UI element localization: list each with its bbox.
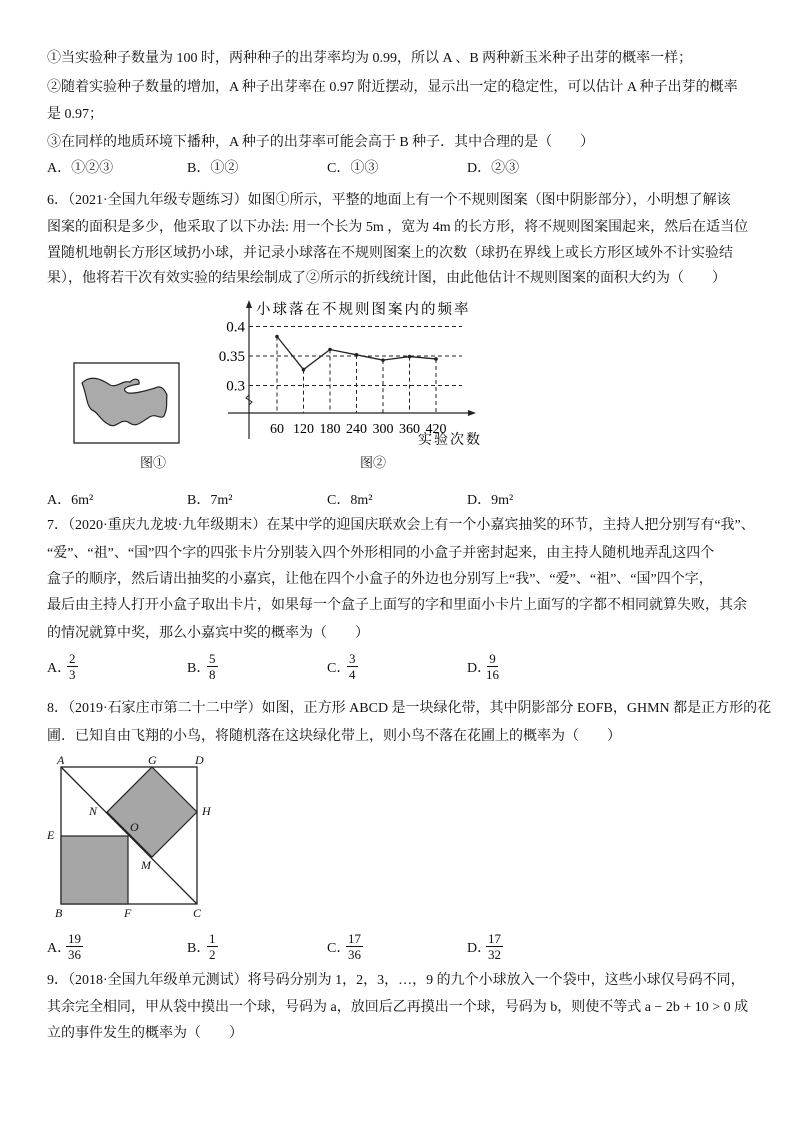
point-c: C (193, 906, 202, 920)
x-tick-label: 300 (372, 422, 394, 437)
q6-option-b: B．7m² (187, 493, 233, 508)
point-e: E (47, 828, 55, 842)
x-tick-label: 420 (425, 422, 447, 437)
q5-option-b: B．①② (187, 161, 239, 176)
chart-title: 小球落在不规则图案内的频率 (256, 302, 471, 318)
q6-option-c: C．8m² (327, 493, 373, 508)
q5-statement-2: ②随着实验种子数量的增加，A 种子出芽率在 0.97 附近摆动，显示出一定的稳定性，可以估计 A 种子出芽的概率 (47, 80, 738, 95)
q6-option-d: D．9m² (467, 493, 514, 508)
data-point (275, 335, 279, 339)
data-point (408, 355, 412, 359)
q7-text-2: “爱”、“祖”、“国”四个字的四张卡片分别装入四个外形相同的小盒子并密封起来，由主持人随机地弄乱这四个 (47, 546, 715, 561)
point-a: A (57, 753, 65, 767)
point-g: G (148, 753, 157, 767)
q5-option-a: A．①②③ (47, 161, 114, 176)
x-tick-label: 240 (346, 422, 367, 437)
q7-text-3: 盒子的顺序，然后请出抽奖的小嘉宾，让他在四个小盒子的外边也分别写上“我”、“爱”、“祖”、“国”四个字， (47, 572, 713, 587)
x-axis-label: 实验次数 (418, 433, 482, 448)
figure-1-irregular-pattern (60, 350, 200, 470)
point-d: D (195, 753, 204, 767)
q6-text-1: 6．（2021·全国九年级专题练习）如图①所示，平整的地面上有一个不规则图案（图中阴影部分），小明想了解该 (47, 193, 731, 208)
point-f: F (124, 906, 132, 920)
point-h: H (202, 804, 211, 818)
y-axis-arrow (246, 300, 252, 308)
q9-text-1: 9．（2018·全国九年级单元测试）将号码分别为 1，2，3，…，9 的九个小球放入一个袋中，这些小球仅号码不同， (47, 973, 745, 988)
figure-2-frequency-chart (200, 290, 500, 460)
q5-option-c: C．①③ (327, 161, 379, 176)
q7-text-5: 的情况就算中奖，那么小嘉宾中奖的概率为（ ） (47, 626, 369, 641)
point-b: B (55, 906, 63, 920)
q9-text-3: 立的事件发生的概率为（ ） (47, 1026, 243, 1041)
figure-square-abcd (40, 750, 220, 925)
q5-statement-2-cont: 是 0.97； (47, 107, 103, 122)
q5-statement-1: ①当实验种子数量为 100 时，两种种子的出芽率均为 0.99，所以 A 、B 两种新玉米种子出芽的概率一样； (47, 51, 693, 66)
q6-text-3: 置随机地朝长方形区域扔小球，并记录小球落在不规则图案上的次数（球扔在界线上或长方形区域外不计实验结 (47, 246, 733, 261)
square-eofb (61, 836, 128, 904)
q5-statement-3: ③在同样的地质环境下播种，A 种子的出芽率可能会高于 B 种子．其中合理的是（ ） (47, 135, 595, 150)
x-tick-label: 180 (319, 422, 341, 437)
y-tick-label: 0.3 (226, 378, 245, 395)
data-point (355, 353, 359, 357)
point-n: N (89, 804, 98, 818)
data-point (302, 368, 306, 372)
data-point (381, 358, 385, 362)
q6-text-4: 果），他将若干次有效实验的结果绘制成了②所示的折线统计图，由此他估计不规则图案的面积大约为（ ） (47, 271, 726, 286)
point-o: O (130, 820, 139, 834)
point-m: M (141, 858, 151, 872)
data-point (328, 348, 332, 352)
x-axis-arrow (468, 410, 476, 416)
q6-option-a: A．6m² (47, 493, 94, 508)
q7-text-4: 最后由主持人打开小盒子取出卡片，如果每一个盒子上面写的字和里面小卡片上面写的字都不相同就算失败，其余 (47, 598, 747, 613)
x-tick-label: 360 (399, 422, 420, 437)
figure-1-caption: 图① (140, 455, 167, 470)
q8-text-2: 圃．已知自由飞翔的小鸟，将随机落在这块绿化带上，则小鸟不落在花圃上的概率为（ ） (47, 729, 621, 744)
q8-text-1: 8．（2019·石家庄市第二十二中学）如图，正方形 ABCD 是一块绿化带，其中阴影部分 EOFB，GHMN 都是正方形的花 (47, 701, 772, 716)
x-tick-label: 60 (270, 422, 284, 437)
figure-2-caption: 图② (360, 455, 387, 470)
q6-text-2: 图案的面积是多少，他采取了以下办法: 用一个长为 5m ，宽为 4m 的长方形，将不规则图案围起来，然后在适当位 (47, 220, 749, 235)
x-tick-label: 120 (293, 422, 314, 437)
q7-text-1: 7．（2020·重庆九龙坡·九年级期末）在某中学的迎国庆联欢会上有一个小嘉宾抽奖的环节，主持人把分别写有“我”、 (47, 518, 755, 533)
y-tick-label: 0.35 (218, 349, 245, 365)
q5-option-d: D．②③ (467, 161, 520, 176)
q9-text-2: 其余完全相同，甲从袋中摸出一个球，号码为 a，放回后乙再摸出一个球，号码为 b，则使不等式 a − 2b + 10 > 0 成 (47, 1000, 749, 1015)
y-tick-label: 0.4 (226, 319, 245, 336)
data-point (434, 357, 438, 361)
